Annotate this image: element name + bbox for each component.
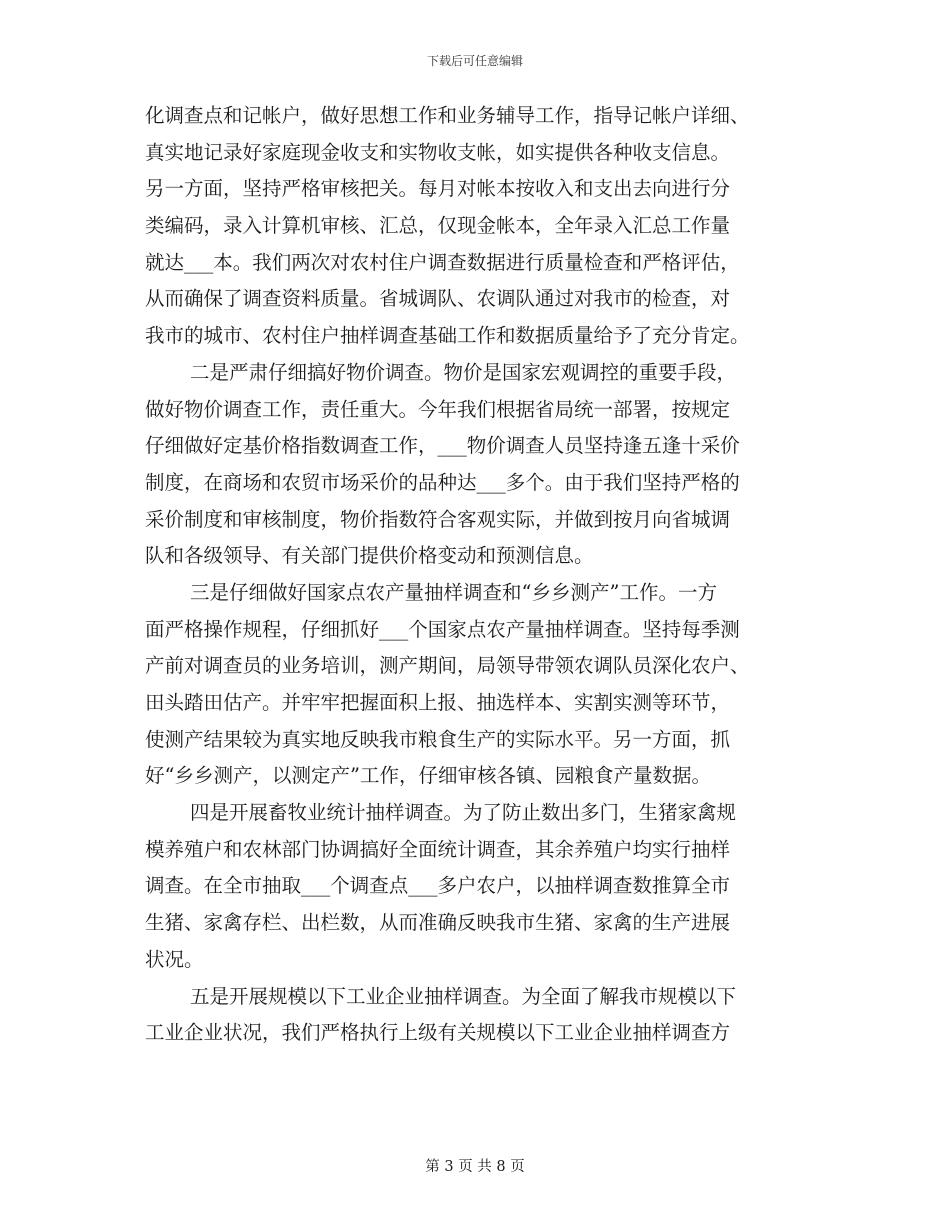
- text-line: 田头踏田估产。并牢牢把握面积上报、抽选样本、实割实测等环节，: [145, 691, 731, 714]
- text-line: 做好物价调查工作，责任重大。今年我们根据省局统一部署，按规定: [145, 397, 731, 421]
- document-body: [145, 98, 809, 1052]
- text-line: 使测产结果较为真实地反映我市粮食生产的实际水平。另一方面，抓: [145, 727, 731, 751]
- page-number-footer: 第 3 页 共 8 页: [425, 1159, 525, 1175]
- text-line: 面严格操作规程，仔细抓好___个国家点农产量抽样调查。坚持每季测: [145, 617, 740, 641]
- text-line: 另一方面，坚持严格审核把关。每月对帐本按收入和支出去向进行分: [145, 177, 731, 201]
- text-line: 真实地记录好家庭现金收支和实物收支帐，如实提供各种收支信息。: [145, 140, 731, 164]
- text-line: 产前对调查员的业务培训，测产期间，局领导带领农调队员深化农户、: [145, 654, 750, 678]
- text-line: 调查。在全市抽取___个调查点___多户农户，以抽样调查数推算全市: [145, 874, 731, 898]
- text-line: 制度，在商场和农贸市场采价的品种达___多个。由于我们坚持严格的: [145, 470, 740, 494]
- text-line: 工业企业状况，我们严格执行上级有关规模以下工业企业抽样调查方: [145, 1021, 731, 1045]
- text-line: 从而确保了调查资料质量。省城调队、农调队通过对我市的检查，对: [145, 287, 731, 311]
- text-line: 仔细做好定基价格指数调查工作，___物价调查人员坚持逢五逢十采价: [145, 434, 740, 458]
- text-line: 生猪、家禽存栏、出栏数，从而准确反映我市生猪、家禽的生产进展: [145, 911, 731, 935]
- text-line: 采价制度和审核制度，物价指数符合客观实际，并做到按月向省城调: [145, 507, 731, 531]
- text-line: 化调查点和记帐户，做好思想工作和业务辅导工作，指导记帐户详细、: [145, 104, 750, 127]
- text-line: 好“乡乡测产，以测定产”工作，仔细审核各镇、园粮食产量数据。: [145, 764, 711, 788]
- text-line: 模养殖户和农林部门协调搞好全面统计调查，其余养殖户均实行抽样: [145, 837, 731, 861]
- text-line: 就达___本。我们两次对农村住户调查数据进行质量检查和严格评估，: [145, 250, 740, 274]
- paragraph-start-line: 五是开展规模以下工业企业抽样调查。为全面了解我市规模以下: [190, 984, 737, 1008]
- text-line: 队和各级领导、有关部门提供价格变动和预测信息。: [145, 544, 594, 568]
- paragraph-start-line: 二是严肃仔细搞好物价调查。物价是国家宏观调控的重要手段，: [190, 360, 737, 384]
- page-header: 下载后可任意编辑: [426, 54, 523, 68]
- text-line: 我市的城市、农村住户抽样调查基础工作和数据质量给予了充分肯定。: [145, 324, 750, 348]
- paragraph-start-line: 三是仔细做好国家点农产量抽样调查和“乡乡测产”工作。一方: [190, 580, 717, 604]
- text-line: 状况。: [145, 947, 204, 971]
- text-line: 类编码，录入计算机审核、汇总，仅现金帐本，全年录入汇总工作量: [145, 214, 731, 238]
- paragraph-start-line: 四是开展畜牧业统计抽样调查。为了防止数出多门，生猪家禽规: [190, 801, 737, 825]
